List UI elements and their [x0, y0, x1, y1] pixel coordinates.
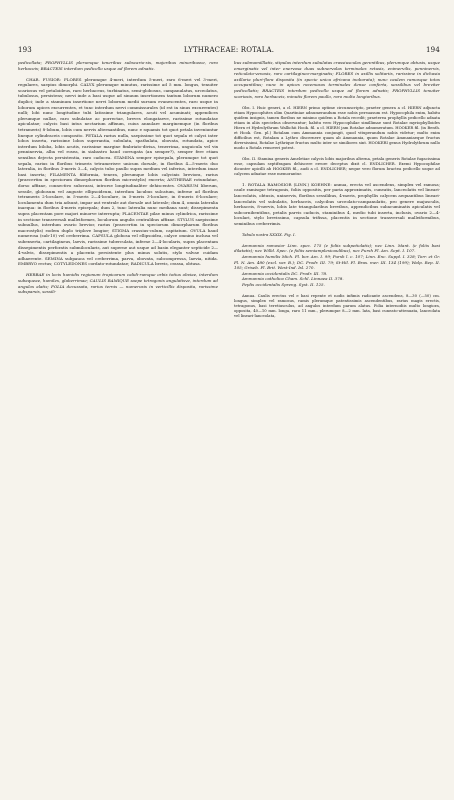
synonym: Ammannia catholica Cham. Schl. Linnaea II. 378. [242, 276, 344, 282]
text-columns [18, 60, 440, 776]
paragraph: pedicellata; PROPHYLLIS plerumque teneribus subscario-sis, majoribus minoribusve, raro herbaceis; BRACTEIS interdum pedicello usque ad florem adnatis. [18, 60, 218, 71]
paragraph: bus submamilllatis, stipulas interdum subulatas crassiusculas gerentibus, plerumque obtusis, usque emarginatis vel inter enervosa duas subnervolas terminales retusis, enimervilis, penninervis, reticulato-venosis, raro cartilagineo-marginatis; FLORES in axillis solitariis, rarissime in dichasia axillaria pluri-flora disposita (in specie unica africana inoborata); nunc caulem ramosque totos occupantibus; nunc in apices racemosos terminales dense conferta, sessilibus vel breviter pedicellatis; BRACTEIS interdum pedicello usque ad florem adnatis; PROPHYLLIS tenuiter scariosis, raro herbaceis, minutis florem paullo, raro multo longioribus. [234, 60, 440, 99]
running-header [18, 46, 440, 56]
right-column [234, 60, 440, 776]
paragraph: HERBAE in locis humidis regionum tropicarum calidi-rumque orbis totius obviae, interdum subaqueae, humiles, glaberrimae; CAULIS RAMIQUE saepe tetragonis angulatisve, interdum ad angulos alatis; FOLIA decussata, rarius ternis — numerosis in verticillis disposita, rarissime subsparsis, sessili- [18, 272, 218, 295]
running-title: LYTHRACEAE: ROTALA. [183, 46, 275, 54]
page-number-left: 193 [18, 46, 32, 54]
synonym: Peplis occidentalis Spreng. Syst. II. 125. [242, 281, 325, 287]
observation-1: Obs. I. Huic generi, a cl. HIERN primo optime circumscripto, praeter genera a cl. HIERN adjuncta etiam Hypocophites olim Quartiniae adnumerandum esse nobis persuasum est. Hypocophila enim, habitu quidem insignis, tamen floribus ne minimo quidem a Rotala recedit; praeterea prophyllis pedicello adnata etiam in aliis speciebus observantur; habitu vero Hypocophilae simillimae sunt Rotalae myriophylloides Hiern et Hydrolythrum Wallichii Hook. fil. a cl. HIERN jam Rotalae adnumeratum. HOOKER fil. (in Benth. et Hook. Gen. pl.) Rotalam cum Ammannia conjungit, quod vituperandum nobis videtur; multo enim difficilius est, Rotalam a Lythro discernere quam ab Ammannia, quum Rotalae Ammaniaeque fructus diversissimi, Rotalae Lythrique fructus multo inter se similiores sint. HOOKERI genus Hydrolythrum nullo modo a Rotala removeri potest. [234, 104, 440, 151]
observation-2: Obs. II. Stamina generis Ameletiae calycis lobis majoribus alterna, petala generis Rotalae fugacissima esse, capsulam septifragam dehiscere errore deceptus dixit cl. ENDLICHER. Exemi Hypocophilae dicunter apicilli ab HOOKER fil., audi a cl. ENDLICHER; neque vero florum bractea pedicello usque ad calycem adnatae esse memorantur. [234, 156, 440, 177]
synonym: Ammannia occidentalis DC. Prodr. III. 78. [242, 270, 328, 276]
left-column [18, 60, 218, 776]
detailed-description: Annua. Caulis erectus vel e basi repente et nodis infimis radicante ascendens, 8—30 (—50) cm. longus, simplex vel ramosus, ramis plerumque patentissimis ascendentibus, rarius magis erectis, tetragonus, basi teretiusculus, ad angulos interdum parum alatus. Folia internodiis multo longiora, opposita, 40—10 mm. longa, raro 11 mm., plerumque 8—2 mm. lata, basi cuneato-attenuata, lanceolata vel lineari-lanceolata, [234, 292, 440, 319]
plate-reference: Tabula nostra XXXIX. Fig. I. [242, 232, 296, 238]
page-number-right: 194 [426, 46, 440, 54]
paragraph: CHAR. FUSIOR: FLORES plerumque 4-meri, interdum 5-meri, raro 6-meri vel 3-meri, regulares, saepius dimorphi. CALYX plerumque minutus, rarissime ad 5 mm. longus, tenuiter scariosus vel petaloideus, raro herbaceus, turbinatus, semi-globosus, campanulatus, urceolatus, tubulosus, persistens; nervi inde a basi usque ad sinuum insertionem tantum loborum numero duplici; inde a staminum insertione nervi loborum medii sursum evanescentes, raro usque in loborum apices excurrentes, et tunc interdum nervi commissurales (id est in sinus excurrentes) nulli; lobi nunc longitudine tubi latissime triangulares, acuti vel acuminati; appendices plerumque nullae, raro subulatae ac porrectae, breves elongataeve, rarissime rotundatae apiculatae; calycis basi intus nectarium affixum, cuius annulare marginemque (in floribus tetrameris) 8-lobum, lobis cum nervis alternantibus, nunc e squamis tot quot petala inveniuntur lineque cylindraceis composito. PETALA rarius nulla, saepissime tot quot sepala et calyci inter lobos inserta, rarissime lobos superantia, subulata, spathulata, obovata, rotundata, apice interdum biloba, lobis acutis, rarissime margine fimbriato-divisa, tenerrima, unguicula vel vix penninervia, alba vel rosea, in siabastro haud corrugata (an semper?), semper fere etiam sensibus dejecta persistentia, raro caducea. STAMINA semper episepala, plerumque tot quot sepala, rarius in floribus trimeris tetramerisve unicum dorsale, in floribus 4—5-meris duo lateralia, in floribus 3-meris 3—4, calycis tubo paullo supra medium vel inferius, interdum imae basi inserta; FILAMENTA filiformia, tenera, plerumque lobis calycinis breviora, rarius (praecertim in speciorum dimorphorum floribus microstylis) excerta; ANTHERAE rotundatae, dorso affixae, connectivo subcrassi, introrse longitudinaliter dehiscentes. OVARIUM liberum, sessile, globosum vel anguste ellipsoideum, interdum lacubus sulcatum, inferne ad floribus tetrameris 2-loculare, in 5-meris 2—4-loculare, in 5-meris 3-loculare, in 6-meris 6-loculare; loculamenta dum tria adsunt, impar aut ventrale aut dorsale aut laterale; dum 4, omnia lateralia inaequa: in floribus 4-meris episepala; dum 2, tunc lateralia nunc mediana sunt; dissepimenta supra placentam pore majori minorve interrupta; PLACENTAE pilae minus cylindrica, rarissime in sectione transversali malleiformes, loculorum angulis centralibus affixae. STYLUS saepissime subnullus, interdum ovario brevior, rarius (praecertim in speciorum dimorpharum floribus macrostylis) eodem duplo triplove longior; STIGMA crassius-culum, capitatum. OVULA haud numerosa (sub-10) vel creberrima. CAPSULA globosa vel ellipsoidea, calyce omnino inclusa vel subexserta, cartilagineus, laevis, rarissime tuberculata, inferne 2—4-locularis, supra placentam dissepimentis perforatis submilocularis, aut superne aut usque ad basin eleganter septicide 2—4-valvis, dissepimentis a placenta persistente plus minus solutis, stylo valvae cuidam adhaerente. SEMINA subpauca vel creberrima, parva, obovata, subcompressa, laevia, nitida. EMBRYO rectus; COTYLEDONES cordato-rotundatae; RADICULA brevis, crassa, obtusa. [18, 76, 218, 267]
synonym: Ammannia humilis Mich. Fl. bor. Am. I. 99; Pursh l. c. 107; Linn. Enc. Suppl. I. 328; Torr. et Gr. Fl. N. Am. 480 (excl. var. B.); DC. Prodr. III. 79; St-Hil. Fl. Bras. mer. III. 134 (199); Walp. Rep. II. 105; Griseb. Fl. Brit. West-Ind. Isl. 270. [234, 253, 440, 271]
synonym: Ammannia ramosior Linn. spec. 175 (e foliis subpetiolatis); nec Linn. Mant. (e foliis basi dilatatis); nec Willd. Spec. (e foliis semiamplexicaulibus), nec Pursh Fl. Am. Sept. I. 107. [234, 242, 440, 254]
species-description: 1. ROTALA RAMOSIOR (LINN.) KOEHNE: annua, erecta vel ascendens, simplex vel ramosa; caule ramisque tetragonis, foliis oppositis, per paria approximatis, cuneatis, lanceolatis vel lineari-lanceolatis, obtusis, uninervis, floribus sessilibus, 4-meris, prophyllis calycem aequantibus lineari-lanceolatis vel subulatis, herbaceis, calycibus urceolato-campanulatis, pro genere majusculis, herbaceis, 8-nervis, lobis late triangularibus brevibus, appendicibus subacuminatis apiculatis vel subcornibentibus, petalis parvis caducis, staminibus 4, medio tubi inserta, inclusis, ovario 2—4-loculari, stylo brevissimo, capsula trifissa, placentis in sectione transversali malleiformibus, seminibus creberrimis. [234, 181, 440, 227]
